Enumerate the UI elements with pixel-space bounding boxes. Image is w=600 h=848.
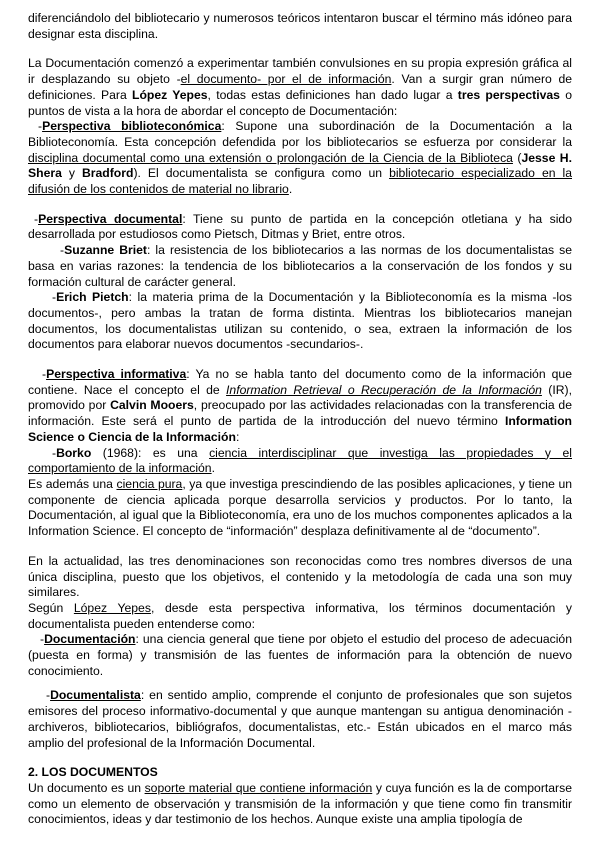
bold-author: Borko [56,445,92,460]
paragraph-documentation-evolution: La Documentación comenzó a experimentar también convulsiones en su propia expresión gráfica al ir desplazando su objeto -el documento- por el de información. Van a surgir gran número de definiciones. Para López Yepes, todas estas definiciones han dado lugar a tres perspectivas o puntos de vista a la hora de abordar el concepto de Documentación: [28,56,573,118]
paragraph-perspectiva-documental: -Perspectiva documental: Tiene su punto de partida en la concepción otletiana y ha sido desarrollada por estudiosos como Pietsch, Ditmas y Briet, entre otros. [28,211,572,242]
paragraph-los-documentos: Un documento es un soporte material que contiene información y cuya función es la de comportarse como un elemento de observación y transmisión de la información y que tiene como fin transmitir conocimientos, ideas y dar testimonio de los hechos. Aunque existe una amplia tipología de [28,780,572,827]
underlined-text: bibliotecario especializado en la difusión de los contenidos de material no librario [28,166,572,197]
underlined-text: soporte material que contiene información [144,780,373,795]
paragraph-suzanne-briet: -Suzanne Briet: la resistencia de los bibliotecarios a las normas de los documentalistas se basa en varias razones: la tendencia de los bibliotecarios a la conservación de los fondos y su formación cultural de carácter general. [28,243,572,289]
underlined-author: López Yepes [73,600,151,615]
underlined-text: ciencia interdisciplinar que investiga las propiedades y el comportamiento de la información [28,445,572,476]
bold-term: tres perspectivas [457,87,560,102]
paragraph-perspectiva-biblioteconomica: -Perspectiva biblioteconómica: Supone una subordinación de la Documentación a la Biblioteconomía. Esta concepción defendida por los bibliotecarios se esfuerza por considerar la disciplina documental como una extensión o prolongación de la Ciencia de la Biblioteca (Jesse H. Shera y Bradford). El documentalista se configura como un bibliotecario especializado en la difusión de los contenidos de material no librario. [28,119,572,197]
underlined-italic-term: Information Retrieval o Recuperación de la Información [226,382,542,397]
bold-author: Calvin Mooers [110,398,194,413]
bold-author: López Yepes [132,87,208,102]
heading-perspectiva-biblioteconomica: Perspectiva biblioteconómica [42,119,222,134]
underlined-text: el documento- por el de información [180,72,392,87]
paragraph-intro-continuation: diferenciándolo del bibliotecario y numerosos teóricos intentaron buscar el término más idóneo para designar esta disciplina. [28,11,572,41]
paragraph-ciencia-pura: Es además una ciencia pura, ya que investiga prescindiendo de las posibles aplicaciones, y tiene un componente de ciencia aplicada porque desarrolla servicios y productos. Por lo tanto, la Documentación, al igual que la Biblioteconomía, era uno de los muchos componentes aplicados a la Information Science. El concepto de “información” desplaza definitivamente al de “documento”. [28,476,573,539]
paragraph-definicion-documentacion: -Documentación: una ciencia general que tiene por objeto el estudio del proceso de adecuación (puesta en forma) y transmisión de las fuentes de información para la obtención de nuevo conocimiento. [28,632,572,678]
paragraph-erich-pietch: -Erich Pietch: la materia prima de la Documentación y la Biblioteconomía es la misma -los documentos-, pero ambas la tratan de forma distinta. Mientras los bibliotecarios manejan documentos, los documentalistas utilizan su contenido, o sea, extraen la información de los documentos para elaborar nuevos documentos -secundarios-. [28,290,572,352]
heading-documentacion: Documentación [44,632,136,647]
paragraph-actualidad: En la actualidad, las tres denominaciones son reconocidas como tres nombres diversos de una única disciplina, puesto que los objetivos, el contenido y la metodología de cada una son muy similares. [28,553,572,600]
heading-perspectiva-informativa: Perspectiva informativa [46,367,187,382]
bold-author: Bradford [81,166,134,181]
bold-author: Suzanne Briet [64,243,147,258]
bold-term: Information Science o Ciencia de la Información [28,414,572,444]
heading-perspectiva-documental: Perspectiva documental [38,211,183,226]
paragraph-definicion-documentalista: -Documentalista: en sentido amplio, comprende el conjunto de profesionales que son sujetos emisores del proceso informativo-documental y que aunque mantengan su antigua denominación -archiveros, bibliotecarios, bibliógrafos, documentalistas, etc.- Están ubicados en el marco más amplio del profesional de la Información Documental. [28,688,572,750]
paragraph-perspectiva-informativa: -Perspectiva informativa: Ya no se habla tanto del documento como de la información que contiene. Nace el concepto el de Information Retrieval o Recuperación de la Información (IR), promovido por Calvin Mooers, preocupado por las actividades relacionadas con la transferencia de información. Este será el punto de partida de la introducción del nuevo término Information Science o Ciencia de la Información: [28,367,572,444]
underlined-text: ciencia pura [116,476,183,491]
section-title: 2. LOS DOCUMENTOS [28,765,158,780]
bold-author: Erich Pietch [56,290,129,305]
heading-documentalista: Documentalista [50,688,141,703]
paragraph-borko: -Borko (1968): es una ciencia interdisciplinar que investiga las propiedades y el comportamiento de la información. [28,445,572,476]
paragraph-segun-lopez-yepes: Según López Yepes, desde esta perspectiva informativa, los términos documentación y documentalista pueden entenderse como: [28,600,572,631]
underlined-text: disciplina documental como una extensión o prolongación de la Ciencia de la Biblioteca [28,150,513,165]
bold-author: Jesse H. Shera [28,150,572,181]
